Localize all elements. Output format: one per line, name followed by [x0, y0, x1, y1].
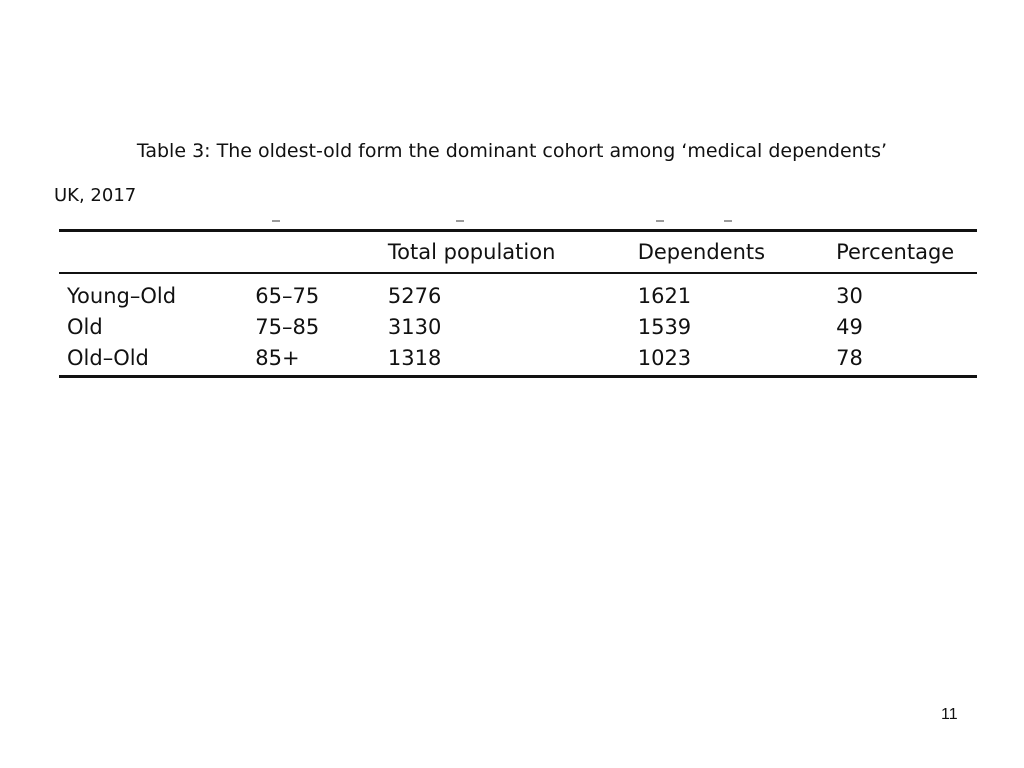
header-dependents: Dependents [630, 231, 828, 274]
cohort-table [59, 229, 977, 378]
table-row [59, 342, 977, 377]
percentage-cell: 30 [836, 283, 863, 308]
cohort-name-cell: Young–Old [67, 283, 177, 308]
table-row [59, 311, 977, 342]
table-row [59, 273, 977, 311]
age-range-cell: 65–75 [255, 283, 320, 308]
page-number: 11 [941, 706, 958, 723]
percentage-cell: 78 [828, 342, 977, 377]
cohort-name-cell: Old–Old [59, 342, 247, 377]
cohort-name-cell: Old [67, 314, 103, 339]
header-total-population: Total population [380, 231, 630, 274]
table-subtitle: UK, 2017 [54, 185, 137, 206]
total-population-cell: 1318 [380, 342, 630, 377]
table-header-row [59, 231, 977, 274]
dependents-cell: 1621 [637, 283, 692, 308]
total-population-cell: 3130 [387, 314, 442, 339]
age-range-cell: 75–85 [255, 314, 320, 339]
dependents-cell: 1023 [630, 342, 828, 377]
header-percentage: Percentage [828, 231, 977, 274]
slide-title: Table 3: The oldest-old form the dominant cohort among ‘medical dependents’ [136, 140, 888, 162]
header-cell [247, 231, 380, 274]
percentage-cell: 49 [836, 314, 863, 339]
cropped-text-remnants [60, 220, 976, 226]
total-population-cell: 5276 [387, 283, 442, 308]
dependents-cell: 1539 [637, 314, 692, 339]
age-range-cell: 85+ [247, 342, 380, 377]
header-cell [59, 231, 247, 274]
